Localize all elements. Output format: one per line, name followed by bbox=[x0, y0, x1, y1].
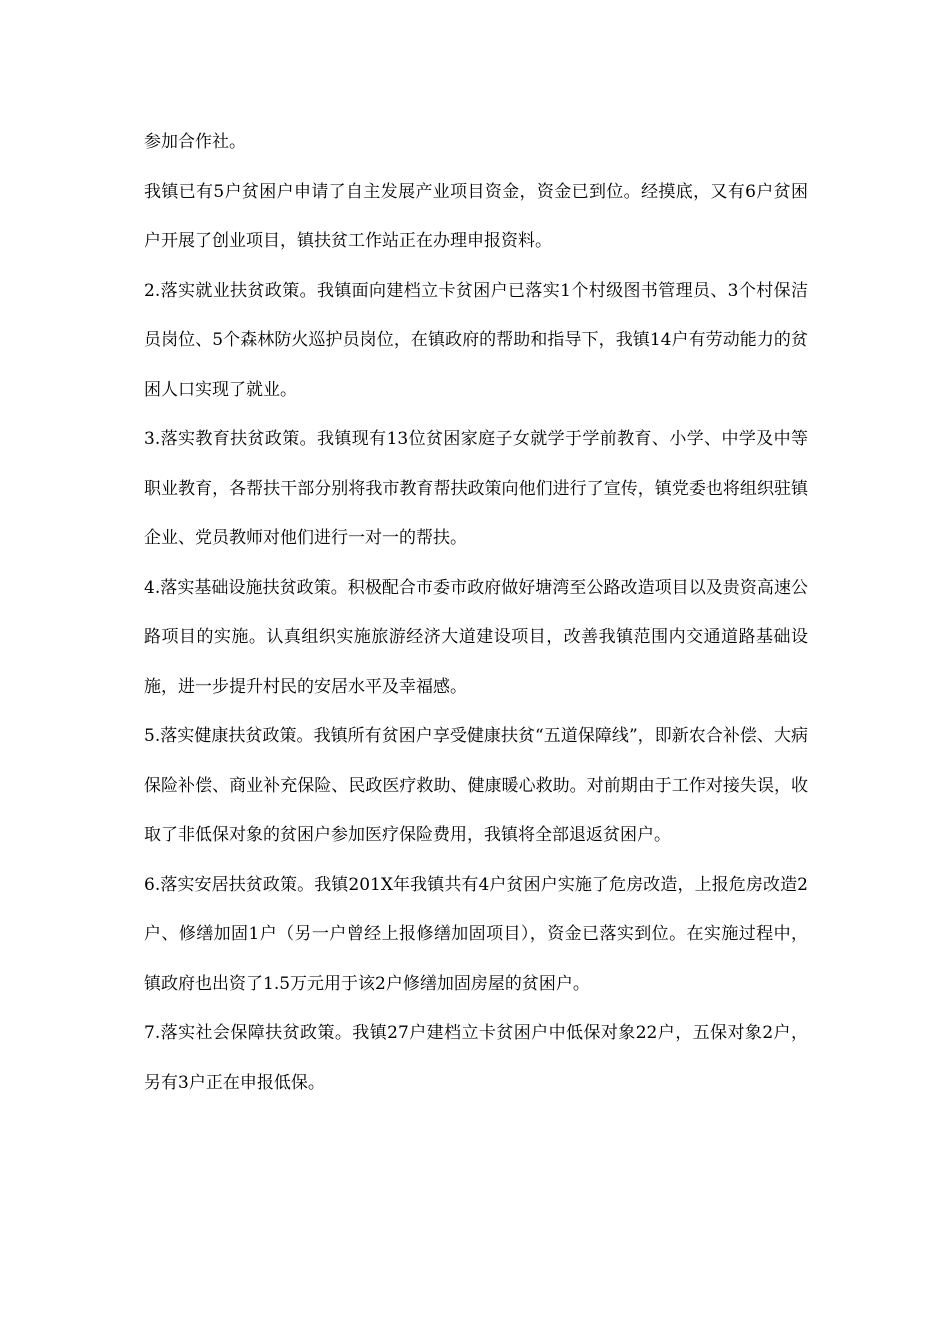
paragraph-employment-policy: 2.落实就业扶贫政策。我镇面向建档立卡贫困户已落实1个村级图书管理员、3个村保洁员岗位、5个森林防火巡护员岗位，在镇政府的帮助和指导下，我镇14户有劳动能力的贫困人口实现了就业。 bbox=[144, 280, 808, 400]
paragraph-education-policy: 3.落实教育扶贫政策。我镇现有13位贫困家庭子女就学于学前教育、小学、中学及中等职业教育，各帮扶干部分别将我市教育帮扶政策向他们进行了宣传，镇党委也将组织驻镇企业、党员教师对他们进行一对一的帮扶。 bbox=[144, 429, 808, 548]
paragraph-industry-funding: 我镇已有5户贫困户申请了自主发展产业项目资金，资金已到位。经摸底，又有6户贫困户开展了创业项目，镇扶贫工作站正在办理申报资料。 bbox=[144, 181, 808, 251]
paragraph-health-policy: 5.落实健康扶贫政策。我镇所有贫困户享受健康扶贫“五道保障线”，即新农合补偿、大病保险补偿、商业补充保险、民政医疗救助、健康暖心救助。对前期由于工作对接失误，收取了非低保对象的贫困户参加医疗保险费用，我镇将全部退返贫困户。 bbox=[144, 726, 808, 845]
paragraph-social-security-policy: 7.落实社会保障扶贫政策。我镇27户建档立卡贫困户中低保对象22户，五保对象2户，另有3户正在申报低保。 bbox=[144, 1023, 808, 1093]
paragraph-continuation: 参加合作社。 bbox=[144, 132, 246, 152]
paragraph-infrastructure-policy: 4.落实基础设施扶贫政策。积极配合市委市政府做好塘湾至公路改造项目以及贵资高速公路项目的实施。认真组织实施旅游经济大道建设项目，改善我镇范围内交通道路基础设施，进一步提升村民的安居水平及幸福感。 bbox=[144, 577, 808, 697]
paragraph-housing-policy: 6.落实安居扶贫政策。我镇201X年我镇共有4户贫困户实施了危房改造，上报危房改造2户、修缮加固1户（另一户曾经上报修缮加固项目），资金已落实到位。在实施过程中，镇政府也出资了1.5万元用于该2户修缮加固房屋的贫困户。 bbox=[144, 874, 808, 994]
document-body bbox=[144, 118, 808, 1108]
